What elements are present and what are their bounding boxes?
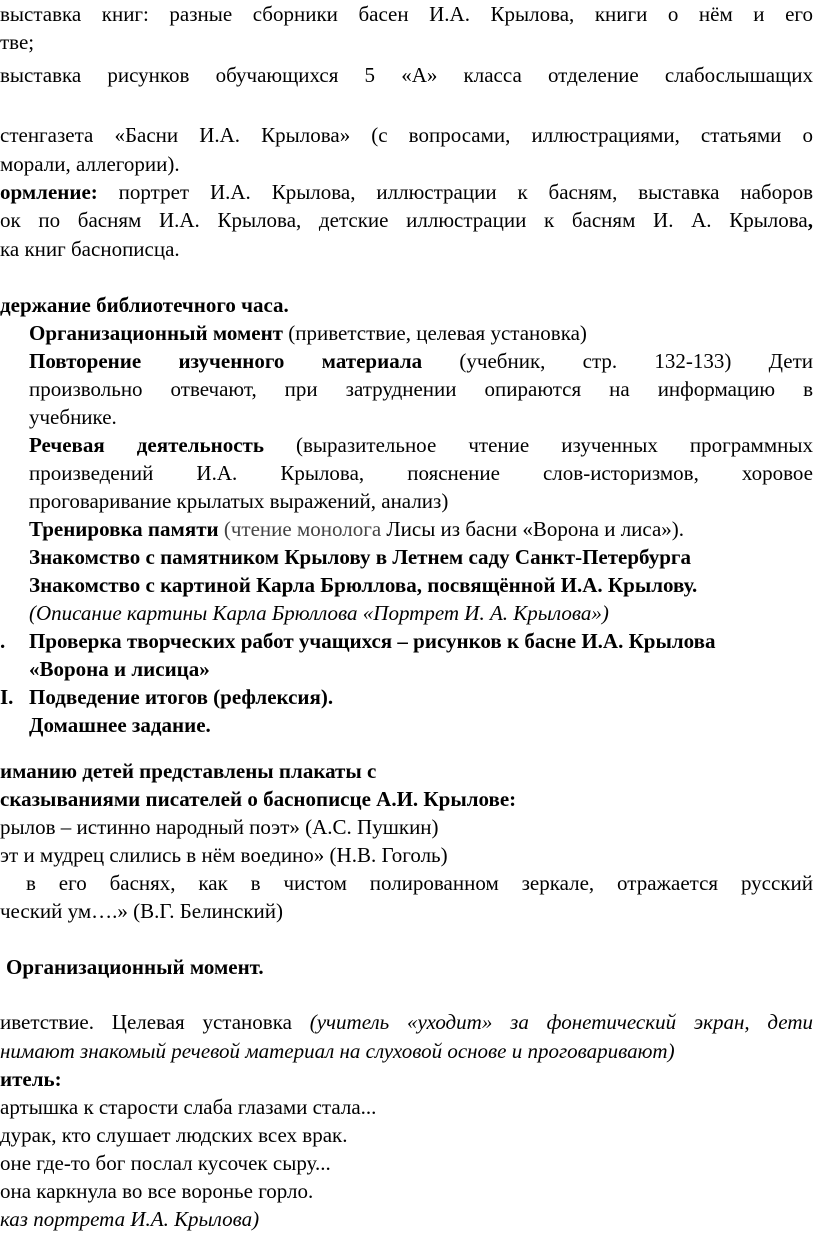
text-line: оне где-то бог послал кусочек сыру... — [0, 1151, 331, 1175]
quote-line: рылов – истинно народный поэт» (А.С. Пушкин) — [0, 815, 439, 839]
text-line: стенгазета «Басни И.А. Крылова» (с вопросами, иллюстрациями, статьями о — [0, 123, 813, 147]
list-item: Повторение изученного материала (учебник, стр. 132-133) Дети — [29, 349, 813, 373]
text-line: ормление: портрет И.А. Крылова, иллюстрации к басням, выставка наборов — [0, 180, 813, 204]
text-line: выставка книг: разные сборники басен И.А. Крылова, книги о нём и его — [0, 2, 813, 26]
list-item: Тренировка памяти (чтение монолога Лисы из басни «Ворона и лиса»). — [29, 517, 685, 541]
list-item: Речевая деятельность (выразительное чтение изученных программных — [29, 433, 813, 457]
list-number: I. — [0, 685, 14, 709]
list-item: Домашнее задание. — [29, 713, 211, 737]
text-line: иветствие. Целевая установка (учитель «уходит» за фонетический экран, дети — [0, 1010, 813, 1034]
list-item: Организационный момент (приветствие, целевая установка) — [29, 321, 587, 345]
text-line: морали, аллегории). — [0, 152, 180, 176]
text-line: артышка к старости слаба глазами стала... — [0, 1095, 377, 1119]
text-line: учебнике. — [29, 405, 117, 429]
list-number: . — [0, 629, 6, 653]
quote-line: в его баснях, как в чистом полированном зеркале, отражается русский — [26, 871, 813, 895]
text-line: произвольно отвечают, при затруднении опираются на информацию в — [29, 377, 813, 401]
section-heading: иманию детей представлены плакаты с — [0, 759, 377, 783]
text-line: каз портрета И.А. Крылова) — [0, 1207, 260, 1231]
quote-line: эт и мудрец слились в нём воедино» (Н.В. Гоголь) — [0, 843, 448, 867]
speaker-label: итель: — [0, 1067, 62, 1091]
list-item: Знакомство с памятником Крылову в Летнем саду Санкт-Петербурга — [29, 545, 691, 569]
list-item: Подведение итогов (рефлексия). — [29, 685, 334, 709]
text-line: дурак, кто слушает людских всех врак. — [0, 1123, 348, 1147]
text-line: тве; — [0, 30, 35, 54]
text-line: нимают знакомый речевой материал на слуховой основе и проговаривают) — [0, 1039, 675, 1063]
quote-line: ческий ум….» (В.Г. Белинский) — [0, 899, 284, 923]
text-line: ка книг баснописца. — [0, 237, 180, 261]
text-line: ок по басням И.А. Крылова, детские иллюстрации к басням И. А. Крылова, — [0, 208, 813, 232]
text-line: она каркнула во все воронье горло. — [0, 1179, 314, 1203]
list-item: Знакомство с картиной Карла Брюллова, посвящённой И.А. Крылову. — [29, 573, 698, 597]
section-heading: Организационный момент. — [6, 955, 264, 979]
text-line: (Описание картины Карла Брюллова «Портрет И. А. Крылова») — [29, 601, 609, 625]
section-heading: сказываниями писателей о баснописце А.И. Крылове: — [0, 787, 517, 811]
section-heading: держание библиотечного часа. — [0, 293, 289, 317]
text-line: произведений И.А. Крылова, пояснение слов-историзмов, хоровое — [29, 461, 813, 485]
text-line: проговаривание крылатых выражений, анализ) — [29, 489, 449, 513]
text-line: выставка рисунков обучающихся 5 «А» класса отделение слабослышащих — [0, 63, 813, 87]
list-item: Проверка творческих работ учащихся – рисунков к басне И.А. Крылова — [29, 629, 716, 653]
text-line: «Ворона и лисица» — [29, 657, 210, 681]
